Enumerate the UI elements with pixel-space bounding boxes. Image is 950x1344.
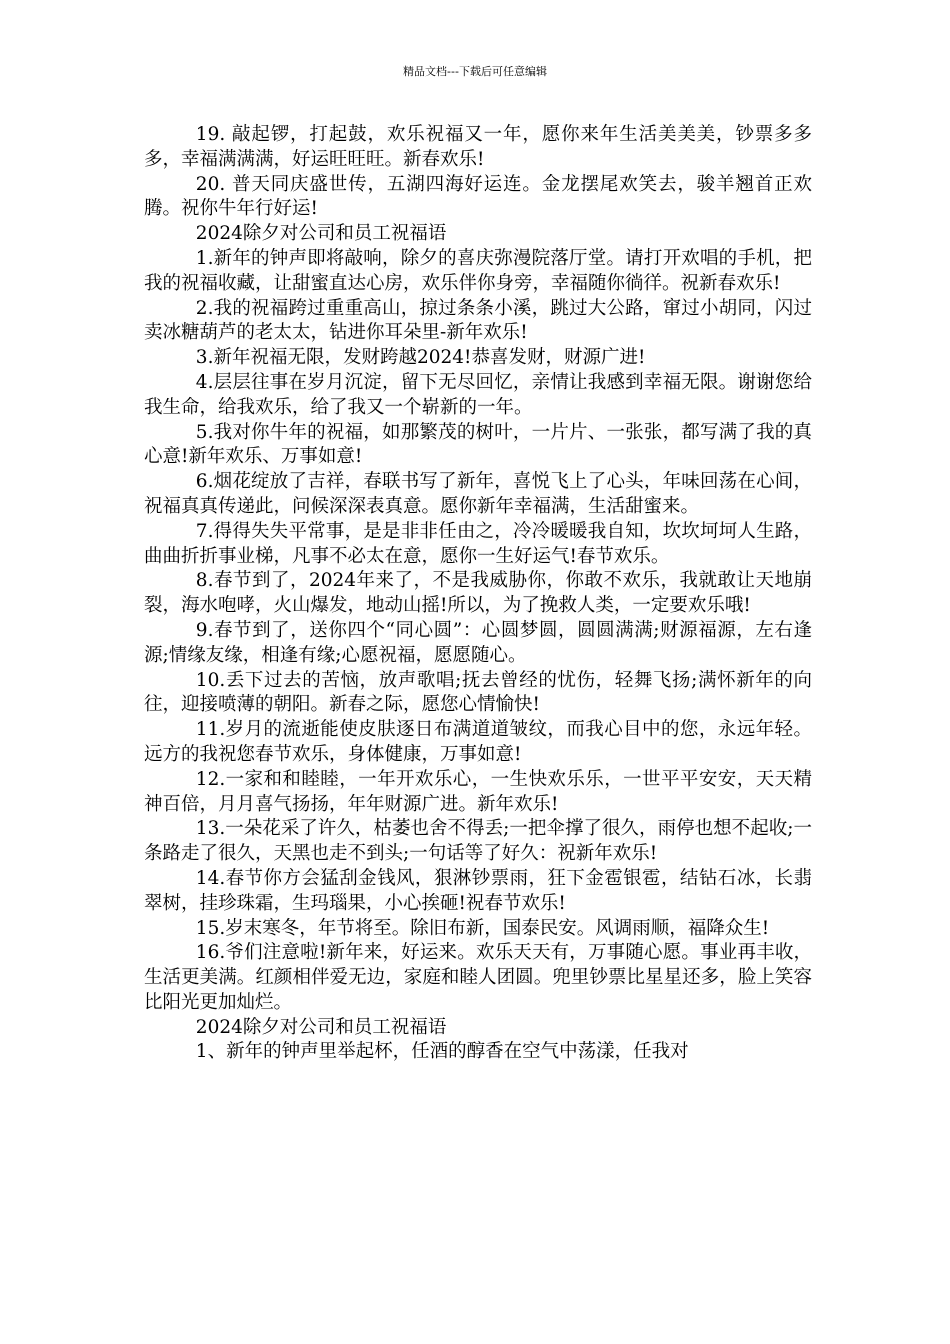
paragraph-8: 8.春节到了，2024年来了，不是我威胁你，你敢不欢乐，我就敢让天地崩裂，海水咆哮，火山爆发，地动山摇!所以，为了挽救人类，一定要欢乐哦! xyxy=(144,570,812,617)
paragraph-12: 12.一家和和睦睦，一年开欢乐心，一生快欢乐乐，一世平平安安，天天精神百倍，月月喜气扬扬，年年财源广进。新年欢乐! xyxy=(144,768,812,815)
paragraph-13: 13.一朵花采了许久，枯萎也舍不得丢;一把伞撑了很久，雨停也想不起收;一条路走了很久，天黑也走不到头;一句话等了好久：祝新年欢乐! xyxy=(144,818,812,865)
paragraph-6: 6.烟花绽放了吉祥，春联书写了新年，喜悦飞上了心头，年味回荡在心间，祝福真真传递此，问候深深表真意。愿你新年幸福满，生活甜蜜来。 xyxy=(144,471,812,517)
paragraph-15: 15.岁末寒冬，年节将至。除旧布新，国泰民安。风调雨顺，福降众生! xyxy=(195,917,770,939)
paragraph-5: 5.我对你牛年的祝福，如那繁茂的树叶，一片片、一张张，都写满了我的真心意!新年欢乐、万事如意! xyxy=(144,421,812,468)
section-heading: 2024除夕对公司和员工祝福语 xyxy=(195,223,447,245)
paragraph-4: 4.层层往事在岁月沉淀，留下无尽回忆，亲情让我感到幸福无限。谢谢您给我生命，给我欢乐，给了我又一个崭新的一年。 xyxy=(144,371,812,418)
paragraph-16: 16.爷们注意啦!新年来，好运来。欢乐天天有，万事随心愿。事业再丰收，生活更美满。红颜相伴爱无边，家庭和睦人团圆。兜里钞票比星星还多，脸上笑容比阳光更加灿烂。 xyxy=(144,942,812,1013)
paragraph-1-b: 1、新年的钟声里举起杯，任酒的醇香在空气中荡漾，任我对 xyxy=(195,1041,689,1063)
paragraph-19: 19. 敲起锣，打起鼓，欢乐祝福又一年，愿你来年生活美美美，钞票多多多，幸福满满满，好运旺旺旺。新春欢乐! xyxy=(144,124,812,170)
paragraph-11: 11.岁月的流逝能使皮肤逐日布满道道皱纹，而我心目中的您，永远年轻。远方的我祝您春节欢乐，身体健康，万事如意! xyxy=(144,719,812,765)
paragraph-1: 1.新年的钟声即将敲响，除夕的喜庆弥漫院落厅堂。请打开欢唱的手机，把我的祝福收藏，让甜蜜直达心房，欢乐伴你身旁，幸福随你徜徉。祝新春欢乐! xyxy=(144,247,812,294)
paragraph-14: 14.春节你方会猛刮金钱风，狠淋钞票雨，狂下金雹银雹，结钻石冰，长翡翠树，挂珍珠霜，生玛瑙果，小心挨砸!祝春节欢乐! xyxy=(144,867,812,914)
section-heading-2: 2024除夕对公司和员工祝福语 xyxy=(195,1016,447,1038)
paragraph-3: 3.新年祝福无限，发财跨越2024!恭喜发财，财源广进! xyxy=(195,347,646,369)
paragraph-20: 20. 普天同庆盛世传，五湖四海好运连。金龙摆尾欢笑去，骏羊翘首正欢腾。祝你牛年行好运! xyxy=(144,173,812,220)
page-header: 精品文档---下载后可任意编辑 xyxy=(403,65,547,78)
paragraph-2: 2.我的祝福跨过重重高山，掠过条条小溪，跳过大公路，窜过小胡同，闪过卖冰糖葫芦的老太太，钻进你耳朵里-新年欢乐! xyxy=(144,297,812,344)
document-body xyxy=(144,123,812,1065)
paragraph-9: 9.春节到了，送你四个“同心圆”：心圆梦圆，圆圆满满;财源福源，左右逢源;情缘友缘，相逢有缘;心愿祝福，愿愿随心。 xyxy=(144,619,812,666)
paragraph-7: 7.得得失失平常事，是是非非任由之，冷冷暖暖我自知，坎坎坷坷人生路，曲曲折折事业梯，凡事不必太在意，愿你一生好运气!春节欢乐。 xyxy=(144,520,812,567)
paragraph-10: 10.丢下过去的苦恼，放声歌唱;抚去曾经的忧伤，轻舞飞扬;满怀新年的向往，迎接喷薄的朝阳。新春之际，愿您心情愉快! xyxy=(144,669,812,716)
